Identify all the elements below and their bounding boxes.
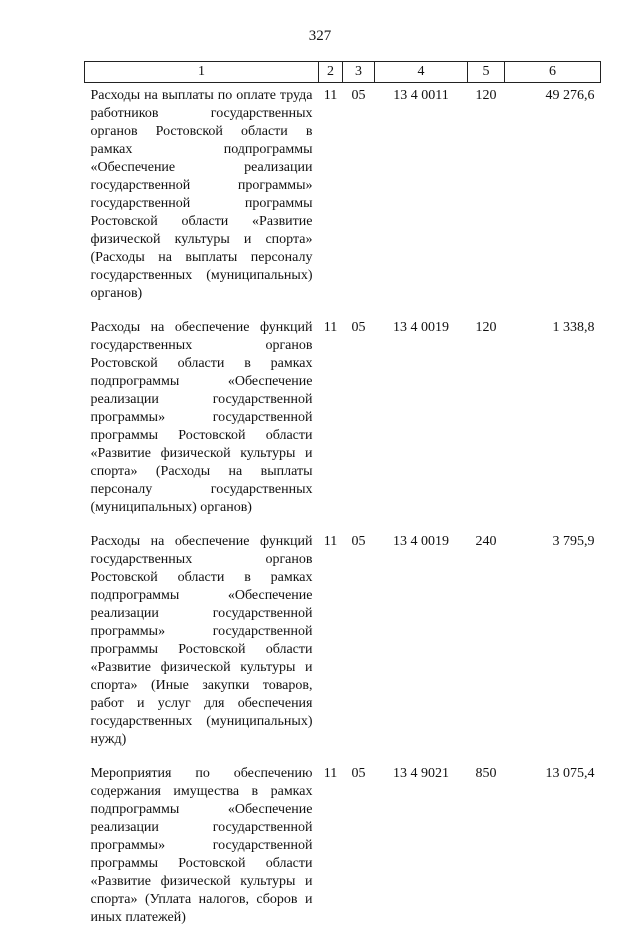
column-header-3: 3 [343,62,375,83]
budget-table [84,61,601,939]
row-description: Расходы на обеспечение функций государственных органов Ростовской области в рамках подпрограммы «Обеспечение реализации государственной программы» государственной программы Ростовской области «Развитие физической культуры и спорта» (Расходы на выплаты персоналу государственных (муниципальных) органов) [90,320,313,515]
row-target-article: 13 4 0011 [393,88,449,103]
column-header-6: 6 [505,62,601,83]
row-description: Расходы на обеспечение функций государственных органов Ростовской области в рамках подпрограммы «Обеспечение реализации государственной программы» государственной программы Ростовской области «Развитие физической культуры и спорта» (Иные закупки товаров, работ и услуг для обеспечения государственных (муниципальных) нужд) [90,534,313,747]
row-expense-type: 120 [475,88,497,103]
column-header-4: 4 [375,62,468,83]
row-target-article: 13 4 0019 [393,320,449,335]
row-section: 11 [323,320,338,335]
column-header-1: 1 [85,62,319,83]
column-header-2: 2 [319,62,343,83]
row-expense-type: 240 [475,534,497,549]
table-header-row [85,62,601,83]
column-header-5: 5 [468,62,505,83]
row-description: Мероприятия по обеспечению содержания имущества в рамках подпрограммы «Обеспечение реализации государственной программы» государственной программы Ростовской области «Развитие физической культуры и спорта» (Уплата налогов, сборов и иных платежей) [90,766,313,925]
row-expense-type: 850 [475,766,497,781]
table-row [85,83,601,316]
table-row [85,315,601,529]
table-row [85,761,601,939]
row-amount: 13 075,4 [545,766,595,781]
table-row [85,529,601,761]
row-expense-type: 120 [475,320,497,335]
row-subsection: 05 [351,88,366,103]
row-target-article: 13 4 0019 [393,534,449,549]
row-subsection: 05 [351,534,366,549]
row-subsection: 05 [351,766,366,781]
row-section: 11 [323,534,338,549]
row-amount: 3 795,9 [552,534,595,549]
row-subsection: 05 [351,320,366,335]
row-amount: 49 276,6 [545,88,595,103]
row-section: 11 [323,88,338,103]
row-target-article: 13 4 9021 [393,766,449,781]
page-number: 327 [308,28,332,44]
row-amount: 1 338,8 [552,320,595,335]
row-description: Расходы на выплаты по оплате труда работников государственных органов Ростовской области в рамках подпрограммы «Обеспечение реализации государственной программы» государственной программы Ростовской области «Развитие физической культуры и спорта» (Расходы на выплаты персоналу государственных (муниципальных) органов) [90,88,313,301]
row-section: 11 [323,766,338,781]
